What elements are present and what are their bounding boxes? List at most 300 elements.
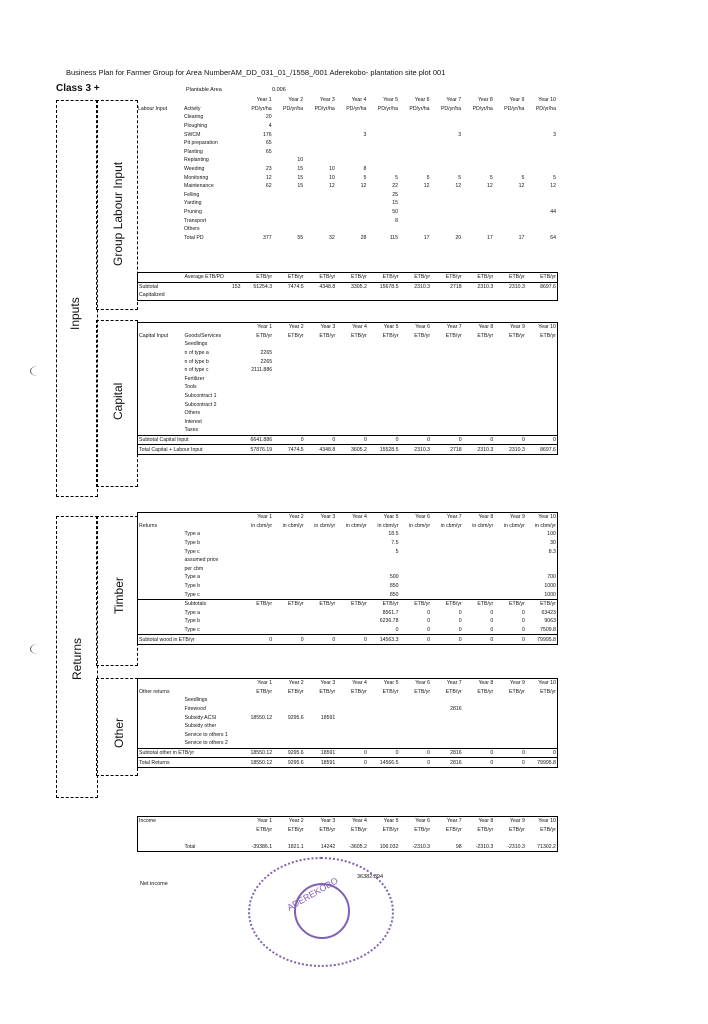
cell-y9 (494, 582, 526, 591)
total-y1: 0 (242, 635, 274, 645)
cell-y10: 12 (550, 183, 556, 190)
blank (138, 273, 184, 283)
blank (137, 122, 183, 131)
blank (138, 366, 184, 375)
row-label: Type a (184, 531, 201, 538)
cell-y2: 55 (297, 234, 304, 241)
cell-y10 (525, 113, 557, 122)
cell-y1 (242, 617, 274, 626)
subtotal-y8: 0 (463, 435, 495, 445)
blank (242, 834, 274, 843)
subtotal-y10: 0 (526, 748, 558, 758)
cell-y8: 17 (486, 234, 493, 241)
blank (137, 191, 183, 200)
cell-y10 (525, 122, 557, 131)
cell-y10 (526, 739, 558, 748)
timber-subtotal-row (138, 617, 558, 626)
cell-y4: 5 (363, 174, 367, 181)
cell-y8 (463, 539, 495, 548)
cell-y4: 3 (363, 131, 367, 138)
cell-y4 (336, 731, 368, 740)
cell-y1 (242, 590, 274, 599)
data-row (137, 113, 557, 122)
cell-y4 (336, 626, 368, 635)
cell-y6 (399, 216, 431, 225)
cell-y7 (431, 590, 463, 599)
blank (138, 582, 184, 591)
unit-label-y4: ETB/yr (351, 332, 367, 339)
blank (138, 340, 184, 349)
cell-y7 (431, 199, 463, 208)
cell-y3 (304, 225, 336, 234)
year-label-y1: Year 1 (257, 818, 273, 825)
subtotal-label: Subtotal other in ETB/yr (139, 750, 195, 757)
cell-y1 (242, 565, 274, 574)
cell-y10 (525, 148, 557, 157)
cell-y3 (305, 349, 337, 358)
cell-y5: 0 (395, 627, 399, 634)
column-label (184, 522, 242, 531)
cell-y4 (336, 426, 368, 435)
cell-y4 (336, 225, 368, 234)
year-label-y8: Year 8 (477, 97, 493, 104)
row-label: Planting (184, 148, 203, 155)
cell-y9 (494, 705, 526, 714)
unit-label-y9: ETB/yr (508, 332, 525, 339)
cell-y7: 2816 (450, 706, 462, 713)
cell-y7 (431, 722, 463, 731)
cell-y8: 0 (490, 627, 494, 634)
blank (138, 843, 184, 852)
blank (273, 291, 305, 300)
total-label: Subtotal wood in ETB/yr (139, 636, 195, 643)
cell-y8 (462, 122, 494, 131)
cell-y9: 5 (521, 174, 525, 181)
blank (138, 383, 184, 392)
year-label-y1: Year 1 (257, 680, 273, 687)
subtotal-y5: 0 (368, 748, 400, 758)
total-y8: 0 (463, 635, 495, 645)
row-label: Taxes (184, 427, 199, 434)
cell-y4 (336, 547, 368, 556)
section-label: Returns (139, 522, 158, 529)
subtotal-y5: 15678.5 (368, 282, 400, 291)
cell-y1 (241, 191, 273, 200)
total-y10: 79995.8 (526, 758, 558, 768)
data-row (138, 739, 558, 748)
cell-y6 (399, 731, 431, 740)
unit-label-y5: ETB/yr (368, 599, 400, 608)
cell-y3 (305, 590, 337, 599)
cell-y5 (367, 139, 399, 148)
row-label: Type c (184, 548, 200, 555)
cell-y8 (462, 148, 494, 157)
total-y6: -2310.3 (412, 844, 431, 851)
header-unit-row (138, 332, 558, 341)
unit-label-y7: ETB/yr (445, 274, 462, 281)
cell-y2 (273, 130, 305, 139)
unit-label-y3: ETB/yr (319, 274, 336, 281)
cell-y2 (273, 565, 305, 574)
total-y5: 14566.5 (368, 758, 400, 768)
cell-y3 (305, 426, 337, 435)
cell-y7 (431, 565, 463, 574)
cell-y8 (463, 340, 495, 349)
cell-y10 (526, 349, 558, 358)
subtotal-y9: 2310.3 (494, 282, 526, 291)
cell-y6 (399, 573, 431, 582)
section-label: Labour Input (138, 105, 168, 112)
cell-y6 (399, 392, 431, 401)
cell-y3: 18591 (320, 714, 336, 721)
subtotal-y4: 3305.2 (336, 282, 368, 291)
blank (138, 513, 184, 522)
capitalized-row (138, 291, 558, 300)
cell-y1 (242, 426, 274, 435)
unit-label-y7: ETB/yr (445, 688, 462, 695)
cell-y6 (399, 130, 431, 139)
cell-y5 (367, 156, 399, 165)
total-y4: 0 (336, 635, 368, 645)
year-label-y2: Year 2 (288, 514, 304, 521)
blank (138, 426, 184, 435)
cell-y2 (273, 617, 305, 626)
unit-label-y7: ETB/yr (445, 826, 462, 833)
year-label-y3: Year 3 (320, 324, 336, 331)
cell-y1 (242, 696, 274, 705)
cell-y7 (431, 739, 463, 748)
data-row (137, 156, 557, 165)
cell-y9 (494, 340, 526, 349)
cell-y10 (526, 409, 558, 418)
data-row (137, 225, 557, 234)
row-label: Interest (184, 418, 202, 425)
cell-y4 (336, 208, 368, 217)
year-label-y10: Year 10 (538, 514, 556, 521)
row-label: Subsidy other (184, 723, 217, 730)
year-label-y7: Year 7 (446, 324, 462, 331)
year-label-y4: Year 4 (352, 324, 367, 331)
cell-y10 (525, 199, 557, 208)
cell-y8 (463, 565, 495, 574)
cell-y7 (431, 409, 463, 418)
subtotal-label: Subtotal Capital Input (139, 437, 189, 444)
cell-y2 (273, 216, 305, 225)
cell-y3 (304, 208, 336, 217)
cell-y10: 700 (547, 574, 556, 581)
row-label: Tools (184, 384, 197, 391)
cell-y4 (336, 148, 368, 157)
blank (137, 139, 183, 148)
cell-y6 (399, 409, 431, 418)
cell-y6: 17 (423, 234, 430, 241)
cell-y9 (494, 122, 526, 131)
year-label-y5: Year 5 (383, 818, 399, 825)
cell-y10 (526, 383, 558, 392)
cell-y10: 30 (550, 540, 556, 547)
cell-y2 (273, 530, 305, 539)
cell-y4 (336, 556, 368, 565)
cell-y7 (431, 573, 463, 582)
cell-y4 (336, 139, 368, 148)
subtotal-y4: 0 (336, 435, 368, 445)
cell-y1: 2265 (260, 350, 273, 357)
unit-label-y2: ETB/yr (287, 688, 304, 695)
cell-y3: 12 (329, 183, 335, 190)
blank (138, 722, 184, 731)
capital-input-table (137, 322, 558, 455)
cell-y8 (462, 139, 494, 148)
cell-y2 (273, 148, 305, 157)
unit-label-y10: ETB/yr (540, 332, 556, 339)
cell-y9 (494, 165, 526, 174)
data-row (138, 713, 558, 722)
cell-y1 (242, 539, 274, 548)
blank (138, 556, 184, 565)
blank (399, 834, 431, 843)
total-y3: 4348.8 (305, 445, 337, 455)
header-year-row (137, 96, 557, 105)
blank (137, 199, 183, 208)
cell-y7: 0 (458, 627, 462, 634)
total-y4: -3605.2 (349, 844, 367, 851)
row-label: Pruning (184, 209, 202, 216)
cell-y8 (462, 216, 494, 225)
cell-y4 (336, 349, 368, 358)
cell-y8 (463, 357, 495, 366)
cell-y7 (431, 366, 463, 375)
blank (137, 208, 183, 217)
total-y2: 7474.5 (273, 445, 305, 455)
official-stamp (248, 857, 394, 967)
cell-y5 (368, 357, 400, 366)
cell-y5: 850 (389, 583, 399, 590)
cell-y9 (494, 148, 526, 157)
cell-y7 (431, 156, 463, 165)
unit-label-y5: PD/yr/ha (377, 105, 398, 112)
cell-y6 (399, 590, 431, 599)
unit-label-y6: ETB/yr (414, 826, 431, 833)
unit-label-y8: ETB/yr (463, 599, 495, 608)
cell-y1 (242, 418, 274, 427)
unit-label-y7: PD/yr/ha (440, 105, 462, 112)
subtotal-y9: 0 (494, 435, 526, 445)
cell-y6 (399, 383, 431, 392)
year-label-y8: Year 8 (478, 514, 494, 521)
cell-y10: 100 (547, 531, 556, 538)
subtotal-y8: 0 (463, 748, 495, 758)
cell-y2 (273, 208, 305, 217)
cell-y2 (273, 590, 305, 599)
year-label-y4: Year 4 (351, 97, 367, 104)
cell-y6 (399, 426, 431, 435)
cell-y2 (273, 705, 305, 714)
cell-y1 (242, 383, 274, 392)
subtotals-label: Subtotals (184, 599, 242, 608)
total-y5: 14563.3 (368, 635, 400, 645)
row-label: Firewood (184, 706, 206, 713)
unit-label-y4: ETB/yr (351, 826, 367, 833)
timber-total-row (138, 635, 558, 645)
cell-y9 (494, 409, 526, 418)
year-label-y1: Year 1 (256, 97, 272, 104)
year-label-y7: Year 7 (446, 514, 462, 521)
subtotal-y1: 18550.12 (242, 748, 274, 758)
column-label (184, 688, 242, 697)
labour-subtotal-table (137, 272, 558, 301)
cell-y7 (431, 547, 463, 556)
header-unit-row (138, 522, 558, 531)
row-label: assumed price (184, 557, 219, 564)
cell-y5 (367, 122, 399, 131)
cell-y10 (526, 400, 558, 409)
unit-label-y9: ETB/yr (508, 688, 525, 695)
blank (305, 834, 337, 843)
cell-y9 (494, 113, 526, 122)
unit-label-y9: PD/yr/ha (504, 105, 525, 112)
row-label: Subcontract 1 (184, 393, 217, 400)
cell-y2 (273, 582, 305, 591)
cell-y1 (241, 216, 273, 225)
cell-y7 (431, 113, 463, 122)
cell-y9 (494, 713, 526, 722)
unit-label-y6: ETB/yr (414, 332, 431, 339)
cell-y5 (367, 113, 399, 122)
cell-y4 (336, 409, 368, 418)
cell-y10: 8.3 (548, 548, 556, 555)
data-row (137, 165, 557, 174)
total-y3: 14242 (320, 844, 336, 851)
cell-y8 (462, 130, 494, 139)
unit-label-y1: ETB/yr (256, 332, 273, 339)
cell-y1 (242, 556, 274, 565)
blank (138, 739, 184, 748)
subtotal-y1: 51254.3 (242, 282, 274, 291)
year-label-y4: Year 4 (352, 680, 367, 687)
blank (137, 234, 183, 243)
cell-y1 (242, 609, 274, 618)
blank (137, 148, 183, 157)
cell-y4 (336, 375, 368, 384)
cell-y9 (494, 199, 526, 208)
cell-y8 (462, 191, 494, 200)
cell-y6 (399, 357, 431, 366)
total-y1: 18550.12 (242, 758, 274, 768)
year-label-y9: Year 9 (510, 324, 525, 331)
cell-y1: 20 (265, 114, 272, 121)
blank (138, 713, 184, 722)
cell-y2 (273, 739, 305, 748)
data-row (137, 130, 557, 139)
cell-y10 (526, 722, 558, 731)
timber-returns-table (137, 512, 558, 645)
class-label: Class 3 + (56, 83, 100, 94)
header-year-row (138, 323, 558, 332)
cell-y1 (241, 208, 273, 217)
total-y9: 2310.3 (494, 445, 526, 455)
data-row (138, 547, 558, 556)
blank (494, 834, 526, 843)
unit-label-y1: PD/yr/ha (251, 105, 272, 112)
row-label: Subsidy ACSI (184, 714, 217, 721)
unit-label-y8: ETB/yr (477, 826, 494, 833)
cell-y4 (336, 418, 368, 427)
cell-y4 (336, 573, 368, 582)
row-label: Others (184, 410, 201, 417)
cell-y4 (336, 530, 368, 539)
cell-y9 (494, 357, 526, 366)
cell-y6 (399, 366, 431, 375)
cell-y10: 64 (550, 234, 556, 241)
total-y3: 0 (305, 635, 337, 645)
cell-y9 (494, 366, 526, 375)
cell-y9 (494, 191, 526, 200)
cell-y6 (399, 148, 431, 157)
total-y7: 2718 (431, 445, 463, 455)
cell-y10 (526, 696, 558, 705)
cell-y2: 9295.6 (287, 714, 304, 721)
cell-y4 (336, 713, 368, 722)
cell-y9 (494, 130, 526, 139)
year-label-y3: Year 3 (319, 97, 335, 104)
cell-y3: 10 (329, 174, 335, 181)
blank (138, 323, 184, 332)
total-y8: 2310.3 (463, 445, 495, 455)
unit-label-y6: PD/yr/ha (409, 105, 430, 112)
cell-y2: 15 (297, 166, 304, 173)
data-row (138, 731, 558, 740)
cell-y6 (399, 165, 431, 174)
row-label: Transport (184, 217, 207, 224)
blank (137, 173, 183, 182)
total-y7: 98 (455, 844, 462, 851)
cell-y10 (525, 156, 557, 165)
cell-y3 (305, 547, 337, 556)
timber-subtotal-row (138, 609, 558, 618)
cell-y10 (526, 357, 558, 366)
inputs-side-label: Inputs (68, 297, 82, 330)
cell-y2 (273, 539, 305, 548)
cell-y3 (305, 731, 337, 740)
blank (138, 565, 184, 574)
cell-y4: 8 (363, 166, 367, 173)
year-label-y2: Year 2 (288, 324, 304, 331)
cell-y8 (463, 556, 495, 565)
cell-y6 (399, 547, 431, 556)
subtotal-y8: 2310.3 (463, 282, 495, 291)
cell-y5 (368, 418, 400, 427)
year-label-y1: Year 1 (257, 324, 273, 331)
cell-y9 (494, 573, 526, 582)
year-label-y5: Year 5 (383, 97, 398, 104)
total-y9: 0 (494, 758, 526, 768)
data-row (138, 705, 558, 714)
row-label: Fertilizer (184, 375, 205, 382)
subtotal-y6: 2310.3 (399, 282, 431, 291)
data-row (138, 590, 558, 599)
cell-y6 (399, 556, 431, 565)
cell-y3 (305, 573, 337, 582)
unit-label-y10: in cbm/yr (534, 522, 556, 529)
cell-y8 (463, 392, 495, 401)
blank (184, 758, 242, 768)
blank (184, 679, 242, 688)
year-label-y6: Year 6 (414, 97, 430, 104)
unit-label-y3: ETB/yr (319, 688, 336, 695)
net-income-value: 36382.394 (357, 874, 383, 880)
cell-y1: 62 (265, 183, 272, 190)
cell-y8 (463, 705, 495, 714)
